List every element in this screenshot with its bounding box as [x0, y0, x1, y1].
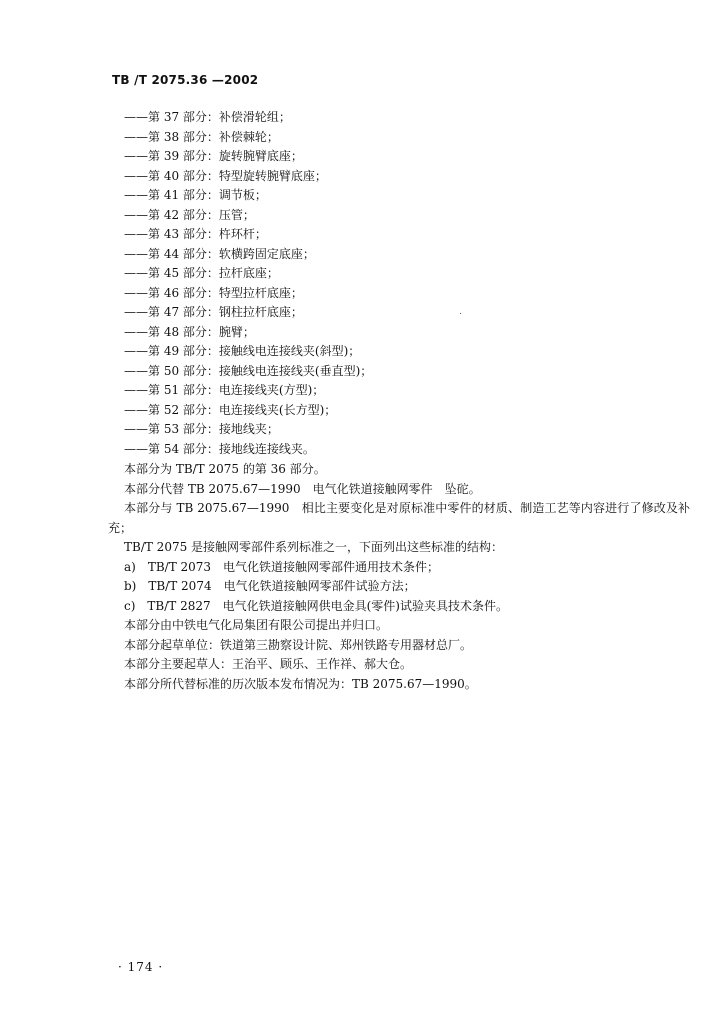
paragraph: 本部分代替 TB 2075.67—1990 电气化铁道接触网零件 坠砣。 [124, 481, 481, 496]
paragraph: 本部分主要起草人：王治平、顾乐、王作祥、郝大仓。 [124, 657, 413, 671]
list-item: ——第 46 部分：特型拉杆底座； [124, 285, 303, 300]
list-item: ——第 48 部分：腕臂； [124, 324, 255, 339]
list-item: ——第 42 部分：压管； [124, 207, 255, 222]
page-number: · 174 · [118, 960, 164, 974]
paragraph: 本部分所代替标准的历次版本发布情况为：TB 2075.67—1990。 [124, 676, 477, 691]
list-item: ——第 54 部分：接地线连接线夹。 [124, 441, 315, 456]
list-item: ——第 52 部分：电连接线夹(长方型)； [124, 402, 337, 417]
paragraph: 本部分为 TB/T 2075 的第 36 部分。 [124, 462, 326, 476]
list-item: a) TB/T 2073 电气化铁道接触网零部件通用技术条件； [124, 559, 440, 574]
list-item: ——第 40 部分：特型旋转腕臂底座； [124, 168, 327, 183]
list-item: ——第 51 部分：电连接线夹(方型)； [124, 383, 325, 397]
foreword-body [108, 460, 690, 694]
list-item: ——第 47 部分：钢柱拉杆底座； [124, 305, 303, 319]
list-item: ——第 45 部分：拉杆底座； [124, 266, 279, 280]
list-item: ——第 50 部分：接触线电连接线夹(垂直型)； [124, 363, 373, 378]
list-item: ——第 49 部分：接触线电连接线夹(斜型)； [124, 344, 361, 358]
list-item: ——第 44 部分：软横跨固定底座； [124, 246, 315, 261]
list-item: ——第 39 部分：旋转腕臂底座； [124, 149, 303, 163]
paragraph: 本部分由中铁电气化局集团有限公司提出并归口。 [124, 618, 389, 632]
standard-code-header: TB /T 2075.36 —2002 [112, 73, 259, 87]
list-item: b) TB/T 2074 电气化铁道接触网零部件试验方法； [124, 579, 416, 593]
list-item: ——第 43 部分：杵环杆； [124, 227, 267, 241]
scan-speck [460, 313, 461, 314]
list-item: c) TB/T 2827 电气化铁道接触网供电金具(零件)试验夹具技术条件。 [124, 598, 508, 613]
list-item: ——第 53 部分：接地线夹； [124, 422, 279, 436]
paragraph: 本部分起草单位：铁道第三勘察设计院、郑州铁路专用器材总厂。 [124, 637, 473, 652]
list-item: ——第 38 部分：补偿棘轮； [124, 129, 279, 144]
paragraph: 本部分与 TB 2075.67—1990 相比主要变化是对原标准中零件的材质、制造工艺等内容进行了修改及补充； [108, 501, 690, 535]
list-item: ——第 37 部分：补偿滑轮组； [124, 110, 291, 124]
parts-list [124, 108, 372, 459]
list-item: ——第 41 部分：调节板； [124, 188, 267, 202]
paragraph: TB/T 2075 是接触网零部件系列标准之一，下面列出这些标准的结构： [124, 540, 504, 554]
